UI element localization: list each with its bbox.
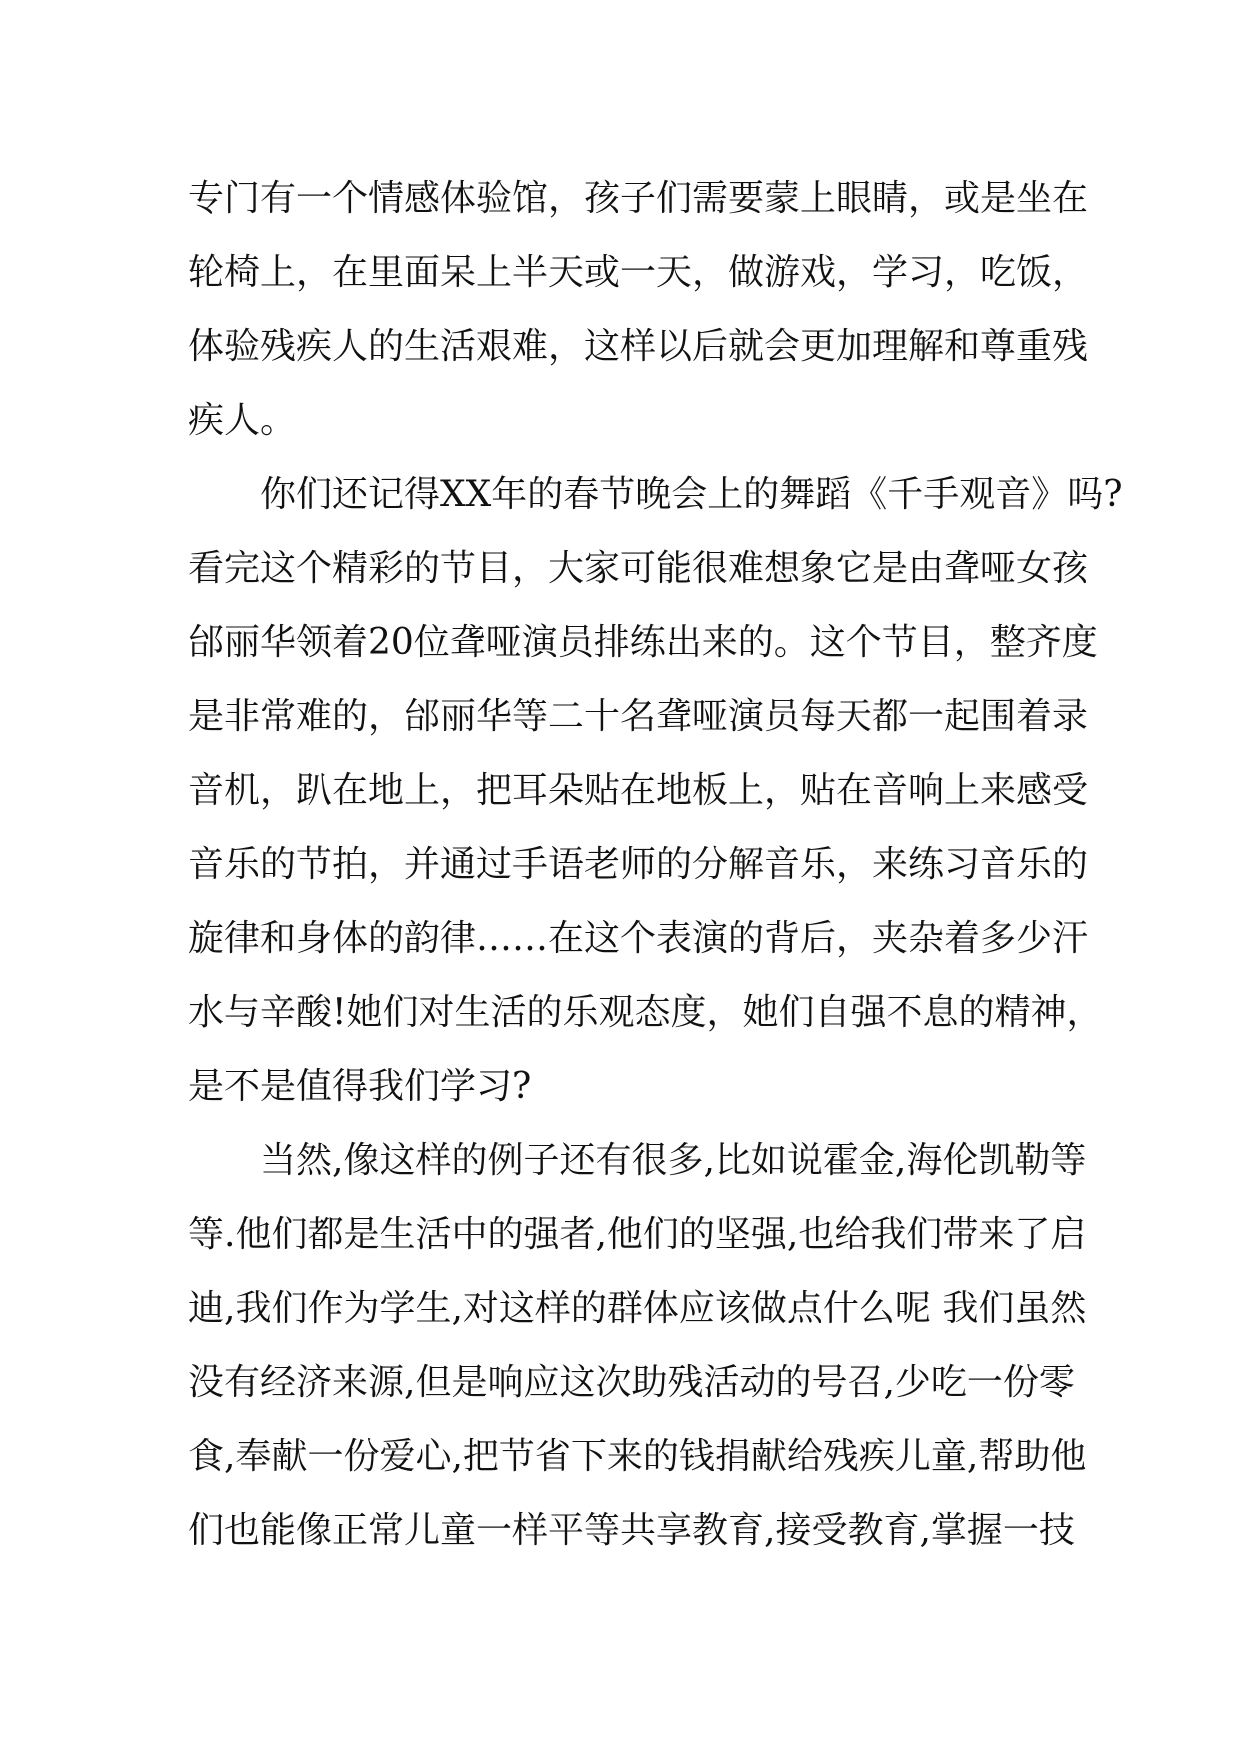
text-line: 体验残疾人的生活艰难，这样以后就会更加理解和尊重残 (188, 326, 1089, 367)
text-line: 等.他们都是生活中的强者,他们的坚强,也给我们带来了启 (188, 1214, 1087, 1255)
text-line: 食,奉献一份爱心,把节省下来的钱捐献给残疾儿童,帮助他 (188, 1436, 1087, 1477)
text-line: 看完这个精彩的节目，大家可能很难想象它是由聋哑女孩 (188, 548, 1089, 589)
text-line: 迪,我们作为学生,对这样的群体应该做点什么呢 我们虽然 (188, 1288, 1087, 1329)
text-line: 是非常难的，邰丽华等二十名聋哑演员每天都一起围着录 (188, 696, 1089, 737)
text-line: 们也能像正常儿童一样平等共享教育,接受教育,掌握一技 (188, 1510, 1075, 1551)
text-line: 邰丽华领着20位聋哑演员排练出来的。这个节目，整齐度 (188, 622, 1098, 663)
paragraph-2 (188, 458, 1123, 1124)
text-line: 水与辛酸!她们对生活的乐观态度，她们自强不息的精神， (188, 992, 1103, 1033)
text-line: 没有经济来源,但是响应这次助残活动的号召,少吃一份零 (188, 1362, 1075, 1403)
text-line: 是不是值得我们学习? (188, 1066, 532, 1107)
text-line: 当然,像这样的例子还有很多,比如说霍金,海伦凯勒等 (260, 1140, 1087, 1181)
text-line: 轮椅上，在里面呆上半天或一天，做游戏，学习，吃饭， (188, 252, 1089, 293)
document-page (188, 162, 1123, 1568)
text-line: 音机，趴在地上，把耳朵贴在地板上，贴在音响上来感受 (188, 770, 1089, 811)
text-line: 疾人。 (188, 400, 297, 441)
paragraph-1 (188, 162, 1089, 458)
paragraph-3 (188, 1124, 1087, 1568)
text-line: 旋律和身体的韵律……在这个表演的背后，夹杂着多少汗 (188, 918, 1089, 959)
text-line: 专门有一个情感体验馆，孩子们需要蒙上眼睛，或是坐在 (188, 178, 1089, 219)
text-line: 音乐的节拍，并通过手语老师的分解音乐，来练习音乐的 (188, 844, 1089, 885)
text-line: 你们还记得XX年的春节晚会上的舞蹈《千手观音》吗? (260, 474, 1123, 515)
